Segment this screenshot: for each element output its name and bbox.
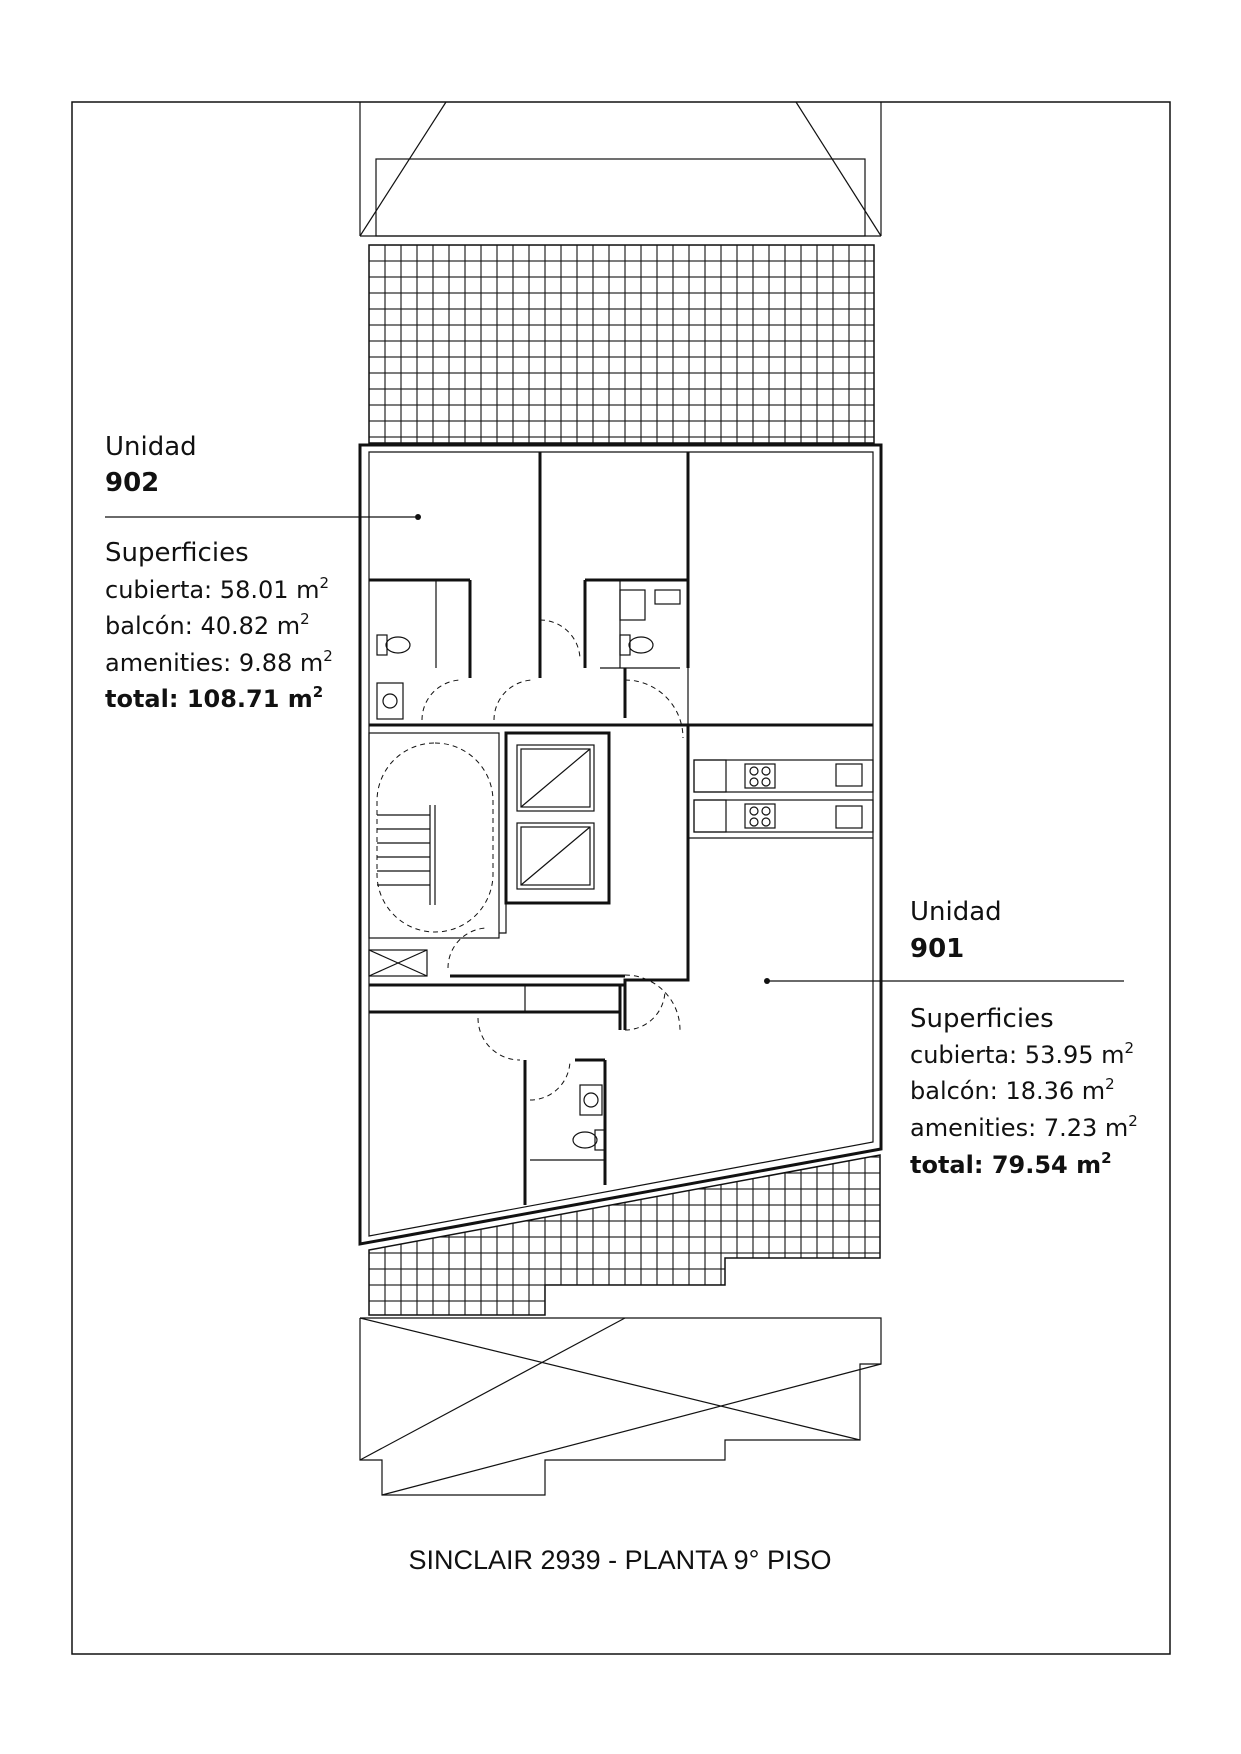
kitchen-901 (688, 800, 873, 838)
core-stairs (369, 733, 499, 976)
plan-title: SINCLAIR 2939 - PLANTA 9° PISO (408, 1545, 832, 1575)
interior-walls-901 (369, 985, 620, 1205)
bathroom-fixtures-902 (377, 590, 680, 719)
unit-902-total: total: 108.71 $m^2$ (105, 683, 324, 713)
building-walls (360, 445, 881, 1244)
unit-902-info (105, 432, 333, 713)
unit-902-surfaces-title: Superficies (105, 538, 249, 568)
unit-902-cubierta: cubierta: 58.01 $m^2$ (105, 574, 330, 604)
unit-902-label: Unidad (105, 432, 197, 462)
leader-902 (105, 514, 421, 520)
core-hall (369, 725, 688, 1030)
unit-901-surfaces-title: Superficies (910, 1004, 1054, 1034)
balcony-bottom (369, 1155, 880, 1315)
unit-902-amenities: amenities: 9.88 $m^2$ (105, 647, 333, 677)
leader-901 (764, 978, 1124, 984)
bottom-void (360, 1318, 881, 1495)
unit-902-balcon: balcón: 40.82 $m^2$ (105, 610, 310, 640)
unit-901-total: total: 79.54 $m^2$ (910, 1149, 1112, 1179)
door-swings (422, 620, 683, 1100)
unit-901-amenities: amenities: 7.23 $m^2$ (910, 1112, 1138, 1142)
interior-walls-902 (369, 452, 873, 725)
balcony-top (369, 245, 874, 443)
unit-901-info (910, 897, 1138, 1179)
unit-901-balcon: balcón: 18.36 $m^2$ (910, 1075, 1115, 1105)
kitchen-902 (694, 760, 873, 792)
unit-901-label: Unidad (910, 897, 1002, 927)
unit-901-number: 901 (910, 934, 965, 964)
unit-901-cubierta: cubierta: 53.95 $m^2$ (910, 1039, 1135, 1069)
top-void (360, 102, 881, 236)
core-elevators (506, 733, 609, 903)
unit-902-number: 902 (105, 468, 160, 498)
